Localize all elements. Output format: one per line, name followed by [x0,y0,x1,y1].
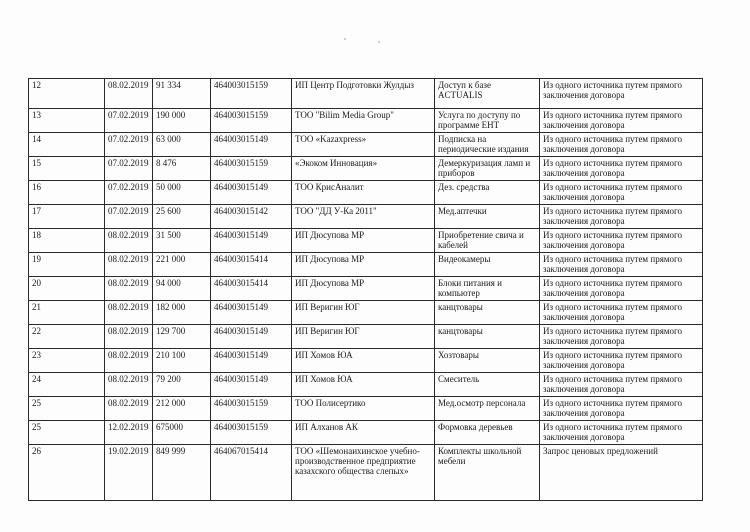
budget-code: 464003015142 [211,205,292,229]
procurement-table [28,78,703,501]
contract-date: 07.02.2019 [105,109,153,133]
procurement-method: Из одного источника путем прямого заключения договора [540,181,703,205]
table-row [29,205,703,229]
contract-amount: 129 700 [153,325,211,349]
procurement-method: Из одного источника путем прямого заключения договора [540,79,703,109]
procurement-subject: Подписка на периодические издания [435,133,540,157]
contract-date: 19.02.2019 [105,445,153,501]
supplier-name: ИП Алханов АК [292,421,435,445]
table-row [29,397,703,421]
procurement-subject: канцтовары [435,301,540,325]
budget-code: 464003015159 [211,157,292,181]
row-number: 16 [29,181,105,205]
contract-amount: 94 000 [153,277,211,301]
supplier-name: ТОО "ДД У-Ка 2011" [292,205,435,229]
row-number: 22 [29,325,105,349]
row-number: 12 [29,79,105,109]
row-number: 17 [29,205,105,229]
budget-code: 464003015414 [211,253,292,277]
procurement-method: Из одного источника путем прямого заключения договора [540,229,703,253]
contract-date: 07.02.2019 [105,205,153,229]
supplier-name: ТОО Полисертико [292,397,435,421]
table-row [29,229,703,253]
supplier-name: ИП Хомов ЮА [292,349,435,373]
budget-code: 464003015159 [211,397,292,421]
table-row [29,109,703,133]
contract-amount: 31 500 [153,229,211,253]
scan-speck [344,38,346,40]
supplier-name: «Экоком Инновация» [292,157,435,181]
supplier-name: ИП Дюсупова МР [292,277,435,301]
contract-date: 12.02.2019 [105,421,153,445]
row-number: 18 [29,229,105,253]
row-number: 13 [29,109,105,133]
procurement-subject: канцтовары [435,325,540,349]
contract-amount: 212 000 [153,397,211,421]
table-row [29,79,703,109]
supplier-name: ТОО «Kazaxpress» [292,133,435,157]
procurement-method: Из одного источника путем прямого заключения договора [540,109,703,133]
table-row [29,373,703,397]
row-number: 25 [29,397,105,421]
budget-code: 464003015149 [211,181,292,205]
procurement-method: Из одного источника путем прямого заключения договора [540,133,703,157]
table-row [29,277,703,301]
contract-amount: 210 100 [153,349,211,373]
budget-code: 464003015149 [211,229,292,253]
budget-code: 464003015149 [211,349,292,373]
row-number: 19 [29,253,105,277]
row-number: 21 [29,301,105,325]
contract-date: 08.02.2019 [105,397,153,421]
procurement-subject: Приобретение свича и кабелей [435,229,540,253]
table-row [29,349,703,373]
procurement-subject: Мед.осмотр персонала [435,397,540,421]
table-row [29,445,703,501]
contract-date: 07.02.2019 [105,157,153,181]
procurement-subject: Дез. средства [435,181,540,205]
table-row [29,133,703,157]
contract-amount: 91 334 [153,79,211,109]
row-number: 23 [29,349,105,373]
procurement-subject: Доступ к базе ACTUALIS [435,79,540,109]
contract-amount: 221 000 [153,253,211,277]
procurement-method: Из одного источника путем прямого заключения договора [540,157,703,181]
contract-date: 08.02.2019 [105,373,153,397]
supplier-name: ИП Хомов ЮА [292,373,435,397]
procurement-subject: Блоки питания и компьютер [435,277,540,301]
row-number: 20 [29,277,105,301]
supplier-name: ИП Центр Подготовки Жулдыз [292,79,435,109]
procurement-method: Из одного источника путем прямого заключения договора [540,325,703,349]
contract-date: 08.02.2019 [105,301,153,325]
supplier-name: ТОО "Bilim Media Group" [292,109,435,133]
contract-date: 08.02.2019 [105,253,153,277]
budget-code: 464003015159 [211,421,292,445]
contract-amount: 849 999 [153,445,211,501]
contract-amount: 190 000 [153,109,211,133]
row-number: 14 [29,133,105,157]
supplier-name: ТОО «Шемонаихинское учебно-производственное предприятие казахского общества слепых» [292,445,435,501]
contract-date: 08.02.2019 [105,349,153,373]
procurement-method: Из одного источника путем прямого заключения договора [540,397,703,421]
budget-code: 464003015414 [211,277,292,301]
contract-date: 07.02.2019 [105,181,153,205]
procurement-subject: Хозтовары [435,349,540,373]
table-body [29,79,703,501]
contract-amount: 675000 [153,421,211,445]
procurement-method: Из одного источника путем прямого заключения договора [540,205,703,229]
contract-date: 08.02.2019 [105,79,153,109]
procurement-method: Из одного источника путем прямого заключения договора [540,373,703,397]
supplier-name: ИП Дюсупова МР [292,253,435,277]
table-row [29,421,703,445]
contract-amount: 8 476 [153,157,211,181]
contract-date: 08.02.2019 [105,229,153,253]
procurement-subject: Услуга по доступу по программе ЕНТ [435,109,540,133]
contract-date: 08.02.2019 [105,277,153,301]
contract-amount: 63 000 [153,133,211,157]
table-row [29,301,703,325]
procurement-subject: Видеокамеры [435,253,540,277]
table-row [29,157,703,181]
contract-date: 07.02.2019 [105,133,153,157]
procurement-method: Запрос ценовых предложений [540,445,703,501]
supplier-name: ТОО КрисАналит [292,181,435,205]
budget-code: 464003015159 [211,79,292,109]
contract-amount: 50 000 [153,181,211,205]
scan-speck [378,41,380,43]
contract-amount: 182 000 [153,301,211,325]
budget-code: 464003015159 [211,109,292,133]
budget-code: 464003015149 [211,325,292,349]
budget-code: 464003015149 [211,373,292,397]
contract-amount: 79 200 [153,373,211,397]
procurement-subject: Демеркуризация ламп и приборов [435,157,540,181]
procurement-method: Из одного источника путем прямого заключения договора [540,301,703,325]
row-number: 15 [29,157,105,181]
procurement-method: Из одного источника путем прямого заключения договора [540,349,703,373]
supplier-name: ИП Веригин ЮГ [292,325,435,349]
procurement-subject: Формовка деревьев [435,421,540,445]
budget-code: 464003015149 [211,133,292,157]
row-number: 25 [29,421,105,445]
table-row [29,253,703,277]
procurement-subject: Комплекты школьной мебели [435,445,540,501]
row-number: 24 [29,373,105,397]
budget-code: 464003015149 [211,301,292,325]
table-row [29,325,703,349]
budget-code: 464067015414 [211,445,292,501]
procurement-method: Из одного источника путем прямого заключения договора [540,421,703,445]
procurement-method: Из одного источника путем прямого заключения договора [540,253,703,277]
supplier-name: ИП Веригин ЮГ [292,301,435,325]
contract-amount: 25 600 [153,205,211,229]
row-number: 26 [29,445,105,501]
procurement-subject: Смеситель [435,373,540,397]
contract-date: 08.02.2019 [105,325,153,349]
supplier-name: ИП Дюсупова МР [292,229,435,253]
table-row [29,181,703,205]
procurement-subject: Мед.аптечки [435,205,540,229]
procurement-method: Из одного источника путем прямого заключения договора [540,277,703,301]
